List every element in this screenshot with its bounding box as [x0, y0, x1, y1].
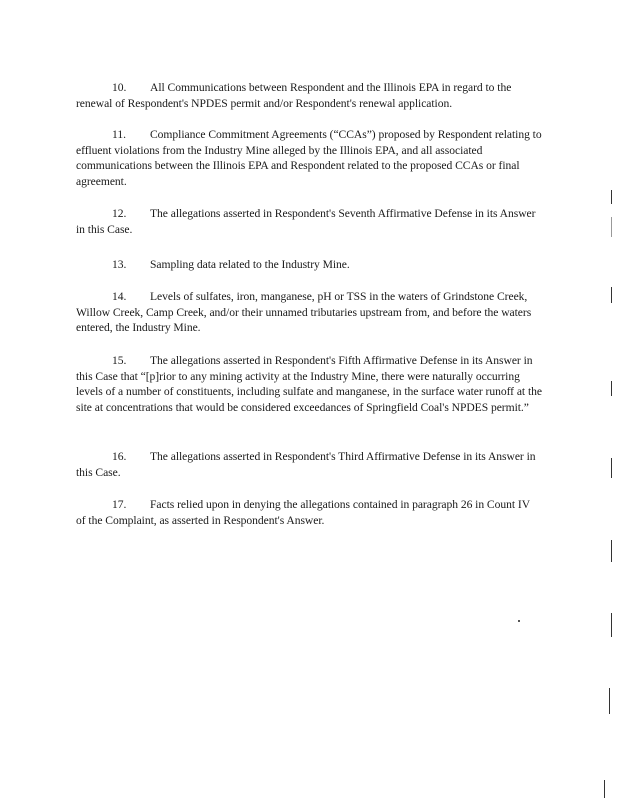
scan-speck: [518, 620, 520, 622]
scan-mark: [611, 613, 612, 637]
paragraph-text: Compliance Commitment Agreements (“CCAs”) proposed by Respondent relating to effluent violations from the Industry Mine alleged by the Illinois EPA, and all associated communications between the Illinois EPA and Respondent related to the proposed CCAs or final agreement.: [76, 128, 542, 188]
paragraph-number: 17.: [112, 498, 127, 511]
paragraph-text: The allegations asserted in Respondent's Fifth Affirmative Defense in its Answer in this Case that “[p]rior to any mining activity at the Industry Mine, there were naturally occurring levels of a number of constituents, including sulfate and manganese, in the surface water runoff at the site at concentrations that would be considered exceedances of Springfield Coal's NPDES permit.”: [76, 354, 542, 414]
paragraph-text: The allegations asserted in Respondent's Seventh Affirmative Defense in its Answer in this Case.: [76, 207, 536, 236]
scan-mark: [611, 540, 612, 562]
paragraph-12: [76, 206, 542, 237]
scan-mark: [611, 381, 612, 396]
scan-mark: [611, 458, 612, 478]
paragraph-text: Sampling data related to the Industry Mine.: [150, 258, 350, 271]
paragraph-10: [76, 80, 542, 111]
paragraph-text: Facts relied upon in denying the allegations contained in paragraph 26 in Count IV of the Complaint, as asserted in Respondent's Answer.: [76, 498, 530, 527]
paragraph-number: 11.: [112, 128, 126, 141]
scan-mark: [611, 217, 612, 237]
scan-mark: [604, 780, 605, 798]
scan-mark: [611, 190, 612, 204]
paragraph-11: [76, 127, 542, 189]
paragraph-number: 10.: [112, 81, 127, 94]
paragraph-number: 15.: [112, 354, 127, 367]
paragraph-text: All Communications between Respondent and the Illinois EPA in regard to the renewal of Respondent's NPDES permit and/or Respondent's renewal application.: [76, 81, 512, 110]
paragraph-16: [76, 449, 542, 480]
paragraph-text: Levels of sulfates, iron, manganese, pH or TSS in the waters of Grindstone Creek, Willow Creek, Camp Creek, and/or their unnamed tributaries upstream from, and before the waters entered, the Industry Mine.: [76, 290, 532, 335]
paragraph-number: 16.: [112, 450, 127, 463]
paragraph-text: The allegations asserted in Respondent's Third Affirmative Defense in its Answer in this Case.: [76, 450, 536, 479]
paragraph-13: [76, 257, 542, 273]
paragraph-15: [76, 353, 542, 415]
paragraph-number: 12.: [112, 207, 127, 220]
paragraph-number: 14.: [112, 290, 127, 303]
scan-mark: [611, 287, 612, 303]
scan-mark: [609, 688, 610, 714]
paragraph-14: [76, 289, 542, 336]
paragraph-number: 13.: [112, 258, 127, 271]
paragraph-17: [76, 497, 542, 528]
